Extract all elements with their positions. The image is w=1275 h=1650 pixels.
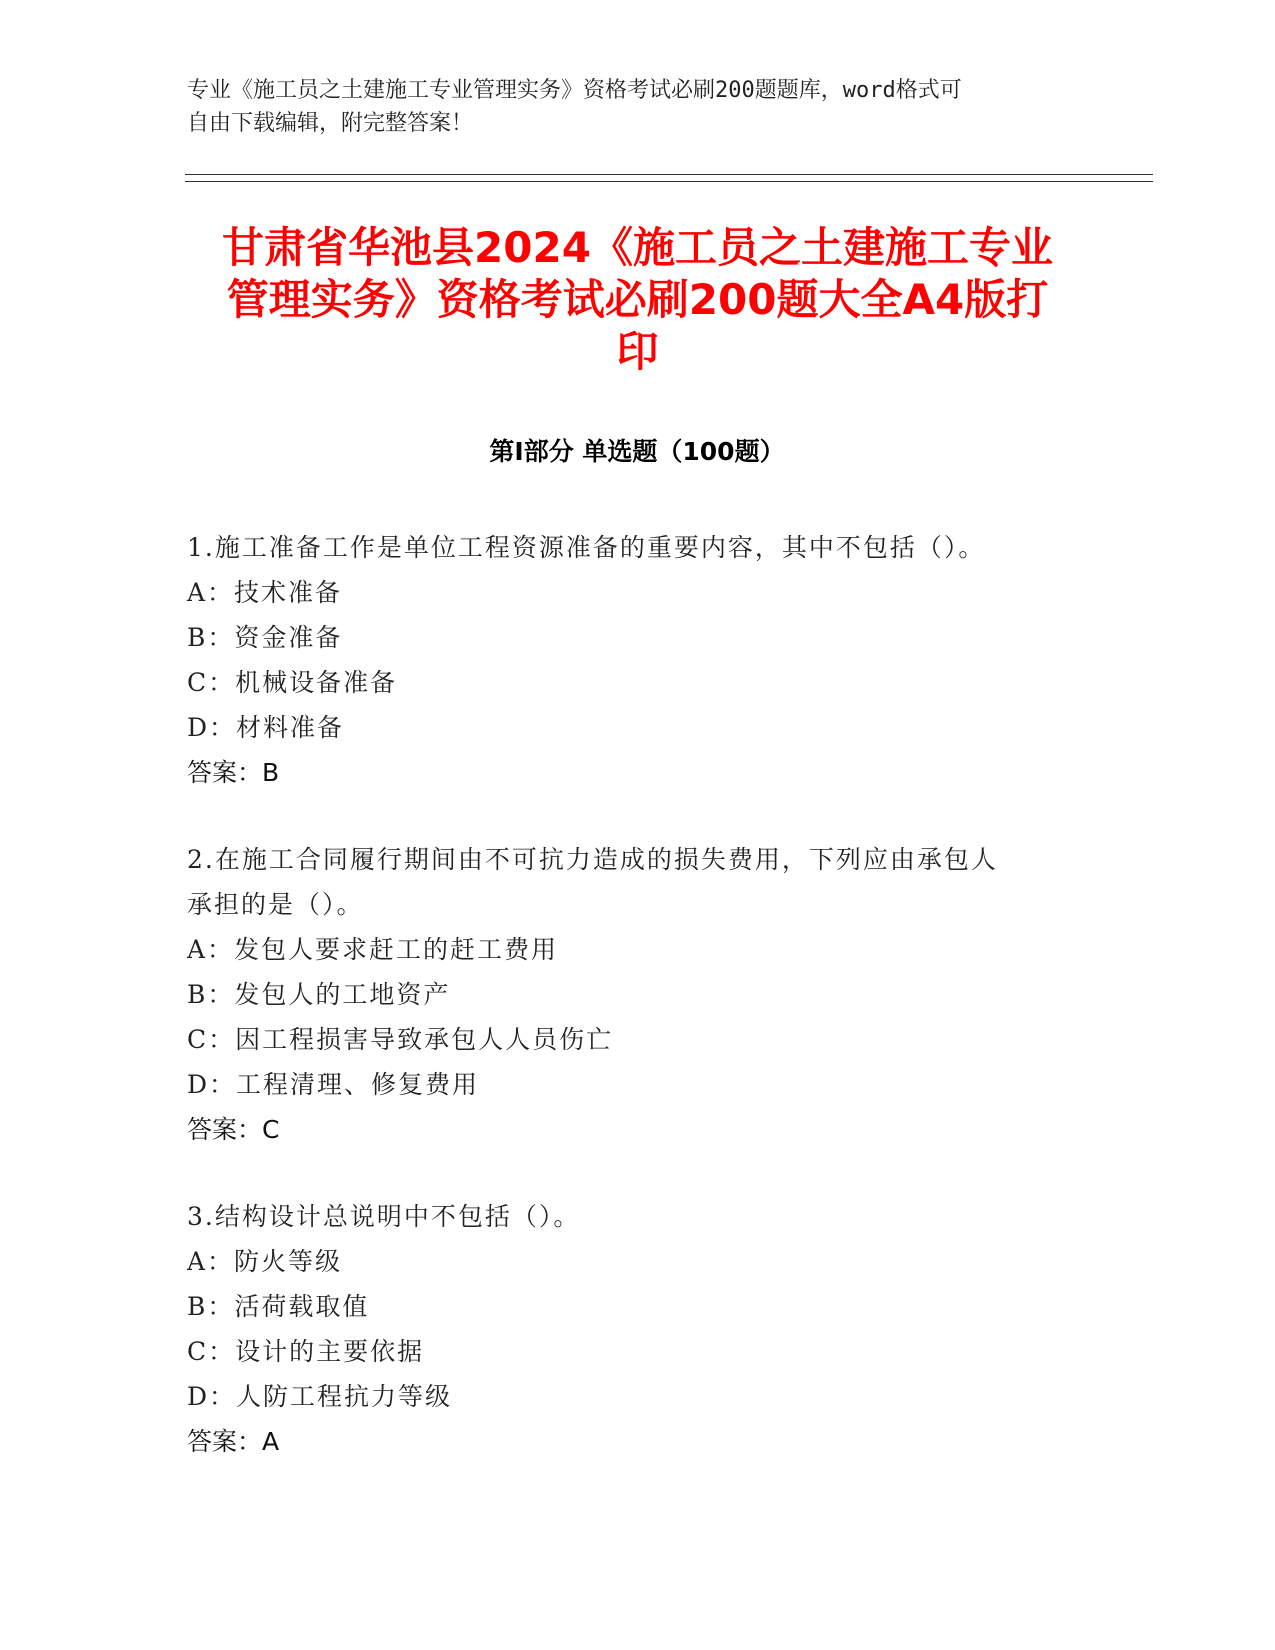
document-title-line: 管理实务》资格考试必刷200题大全A4版打 [226,275,1049,324]
option-c: C：因工程损害导致承包人人员伤亡 [187,1025,614,1054]
option-b: B：资金准备 [187,623,343,652]
option-d: D：材料准备 [187,713,345,742]
header-note-line: 自由下载编辑，附完整答案！ [187,111,474,136]
header-divider-bottom [185,181,1153,182]
answer: 答案：C [187,1115,280,1144]
option-a: A：技术准备 [187,578,343,607]
option-a: A：发包人要求赶工的赶工费用 [187,935,559,964]
option-c: C：机械设备准备 [187,668,398,697]
question-item [187,525,1067,795]
header-note [187,74,1067,140]
section-heading: 第I部分 单选题（100题） [489,437,785,466]
option-c: C：设计的主要依据 [187,1337,425,1366]
document-title-line: 印 [616,327,659,376]
header-note-line: 专业《施工员之土建施工专业管理实务》资格考试必刷200题题库，word格式可 [187,78,962,103]
option-b: B：发包人的工地资产 [187,980,451,1009]
option-b: B：活荷载取值 [187,1292,370,1321]
question-stem: 1.施工准备工作是单位工程资源准备的重要内容，其中不包括（）。 [187,533,986,562]
answer: 答案：B [187,758,280,787]
option-a: A：防火等级 [187,1247,343,1276]
answer: 答案：A [187,1427,280,1456]
question-stem-continued: 承担的是（）。 [187,890,364,919]
document-title [150,222,1125,378]
option-d: D：人防工程抗力等级 [187,1382,453,1411]
header-divider-top [185,174,1153,175]
question-stem: 2.在施工合同履行期间由不可抗力造成的损失费用，下列应由承包人 [187,845,998,874]
question-item [187,837,1067,1152]
question-stem: 3.结构设计总说明中不包括（）。 [187,1202,581,1231]
question-item [187,1194,1067,1464]
document-title-line: 甘肃省华池县2024《施工员之土建施工专业 [222,223,1053,272]
question-list [187,525,1067,1506]
option-d: D：工程清理、修复费用 [187,1070,480,1099]
